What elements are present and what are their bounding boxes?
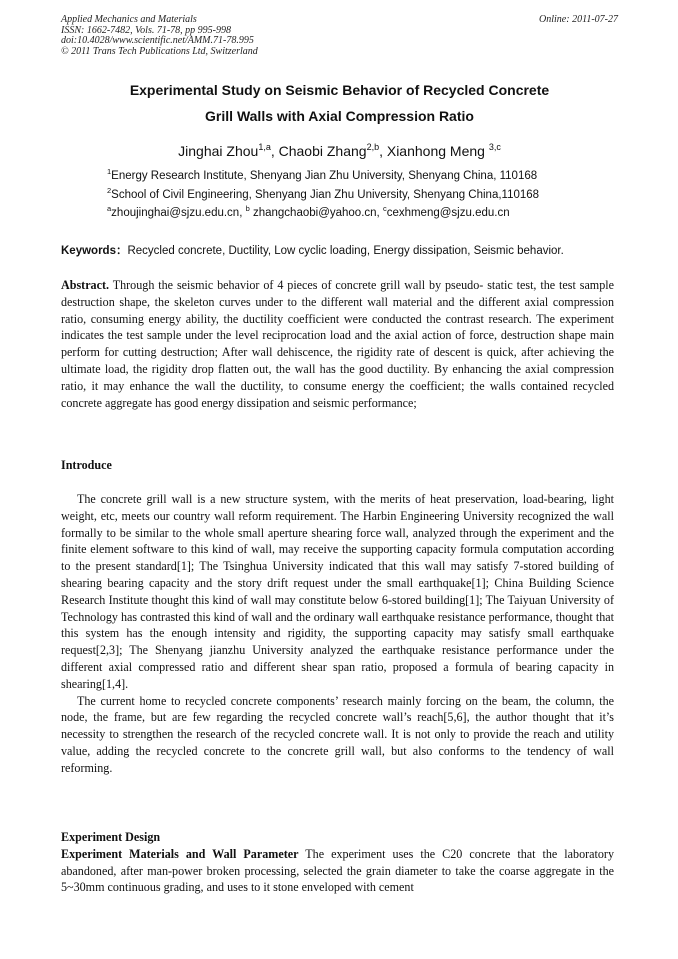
email-b: zhangchaobi@yahoo.cn, bbox=[249, 207, 383, 219]
email-line bbox=[107, 204, 510, 219]
email-a-sup: a bbox=[107, 204, 112, 213]
experiment-text: The experiment uses the C20 concrete that the laboratory abandoned, after man-power broken processing, selected the grain diameter to take the coarse aggregate in the 5~30mm continuous grading, and uses to it stone enveloped with cement bbox=[61, 846, 615, 895]
email-c-sup: c bbox=[382, 204, 387, 213]
introduce-paragraph-1: The concrete grill wall is a new structure system, with the merits of heat preservation, load-bearing, light weight, etc, meets our country wall reform requirement. The Harbin Engineering University recognized the wall formally to be similar to the whole small aperture shearing force wall, analyzed through the experiment and the finite element software to this kind of wall, may receive the supporting capacity formula computation according to the present standard[1]; The Tsinghua University indicated that this wall may satisfy 7-stored building of shearing bearing capacity and the story drift request under the small earthquake[1]; China Building Science Research Institute thought this kind of wall may constitute below 6-stored building[1]; The Taiyuan University of Technology has contrasted this kind of wall and the ordinary wall earthquake resistance performance, thought that this system has the enough intensity and rigidity, the supporting capacity may satisfy small earthquake request[2,3]; The Shenyang jianzhu University analyzed the earthquake resistance performance under the different axial compressed ratio and different shear span ratio, proposed a formula of bearing capacity in shearing[1,4]. bbox=[61, 492, 614, 691]
author-superscript: 2,b bbox=[366, 142, 380, 152]
author-name: Chaobi Zhang bbox=[278, 143, 367, 159]
copyright-line: © 2011 Trans Tech Publications Ltd, Switzerland bbox=[61, 45, 258, 57]
introduce-paragraph-2: The current home to recycled concrete components’ research mainly forcing on the beam, the column, the node, the frame, but are few regarding the recycled concrete wall’s reach[5,6], the author thought that it’s necessity to strengthen the research of the recycled concrete wall. It is not only to provide the reach and utility value, adding the recycled concrete to the concrete grill wall, but also conforms to the tendency of wall reforming. bbox=[61, 693, 614, 775]
affiliation-2-sup: 2 bbox=[107, 186, 112, 195]
author-name: Jinghai Zhou bbox=[178, 143, 259, 159]
journal-header bbox=[61, 15, 618, 57]
online-date: Online: 2011-07-27 bbox=[539, 14, 618, 25]
email-c: cexhmeng@sjzu.edu.cn bbox=[386, 207, 510, 219]
author-separator: , bbox=[270, 143, 279, 159]
doi-line: doi:10.4028/www.scientific.net/AMM.71-78.995 bbox=[61, 35, 254, 46]
author-superscript: 3,c bbox=[488, 142, 501, 152]
affiliation-2-text: School of Civil Engineering, Shenyang Jian Zhu University, Shenyang China,110168 bbox=[111, 189, 540, 201]
abstract-label: Abstract. bbox=[61, 278, 110, 292]
experiment-section bbox=[61, 829, 614, 896]
paper-title-line-2: Grill Walls with Axial Compression Ratio bbox=[205, 108, 474, 124]
affiliation-1-text: Energy Research Institute, Shenyang Jian Zhu University, Shenyang China, 110168 bbox=[111, 170, 538, 182]
author-list bbox=[61, 143, 618, 159]
affiliation-1-sup: 1 bbox=[107, 167, 112, 176]
author-superscript: 1,a bbox=[258, 142, 271, 152]
author-separator: , bbox=[379, 143, 387, 159]
introduce-heading: Introduce bbox=[61, 458, 112, 472]
author-name: Xianhong Meng bbox=[386, 143, 489, 159]
email-a: zhoujinghai@sjzu.edu.cn, bbox=[111, 207, 246, 219]
introduce-body bbox=[61, 491, 614, 777]
keywords-text: Recycled concrete, Ductility, Low cyclic loading, Energy dissipation, Seismic behavior. bbox=[127, 245, 564, 257]
paper-title-line-1: Experimental Study on Seismic Behavior of Recycled Concrete bbox=[129, 82, 550, 98]
abstract bbox=[61, 277, 614, 411]
journal-name: Applied Mechanics and Materials bbox=[61, 14, 197, 25]
keywords-label: Keywords： bbox=[61, 245, 128, 257]
abstract-text: Through the seismic behavior of 4 pieces of concrete grill wall by pseudo- static test, the test sample destruction shape, the skeleton curves under to the different wall material and the different axial compression ratio, consuming energy ability, the ductility coefficient were conducted the contrast research. The experiment indicates the test sample under the level reciprocation load and the axial action of force, destruction shape main perform for cutting destruction; After wall dehiscence, the rigidity rate of descent is quick, after achieving the ultimate load, the rigidity drop flatten out, the wall has the good ductility. By enhancing the axial compression ratio, it may enhance the wall the ductility, to consume energy the coefficient; the walls contained recycled concrete aggregate has good energy dissipation and seismic performance; bbox=[61, 278, 614, 410]
issn-line: ISSN: 1662-7482, Vols. 71-78, pp 995-998 bbox=[61, 24, 231, 36]
affiliation-1 bbox=[107, 167, 538, 182]
experiment-heading: Experiment Design bbox=[61, 830, 161, 844]
keywords bbox=[61, 242, 618, 258]
section-heading-introduce bbox=[61, 457, 614, 474]
experiment-subheading: Experiment Materials and Wall Parameter bbox=[61, 846, 299, 861]
email-b-sup: b bbox=[245, 204, 250, 213]
affiliation-2 bbox=[107, 186, 540, 201]
